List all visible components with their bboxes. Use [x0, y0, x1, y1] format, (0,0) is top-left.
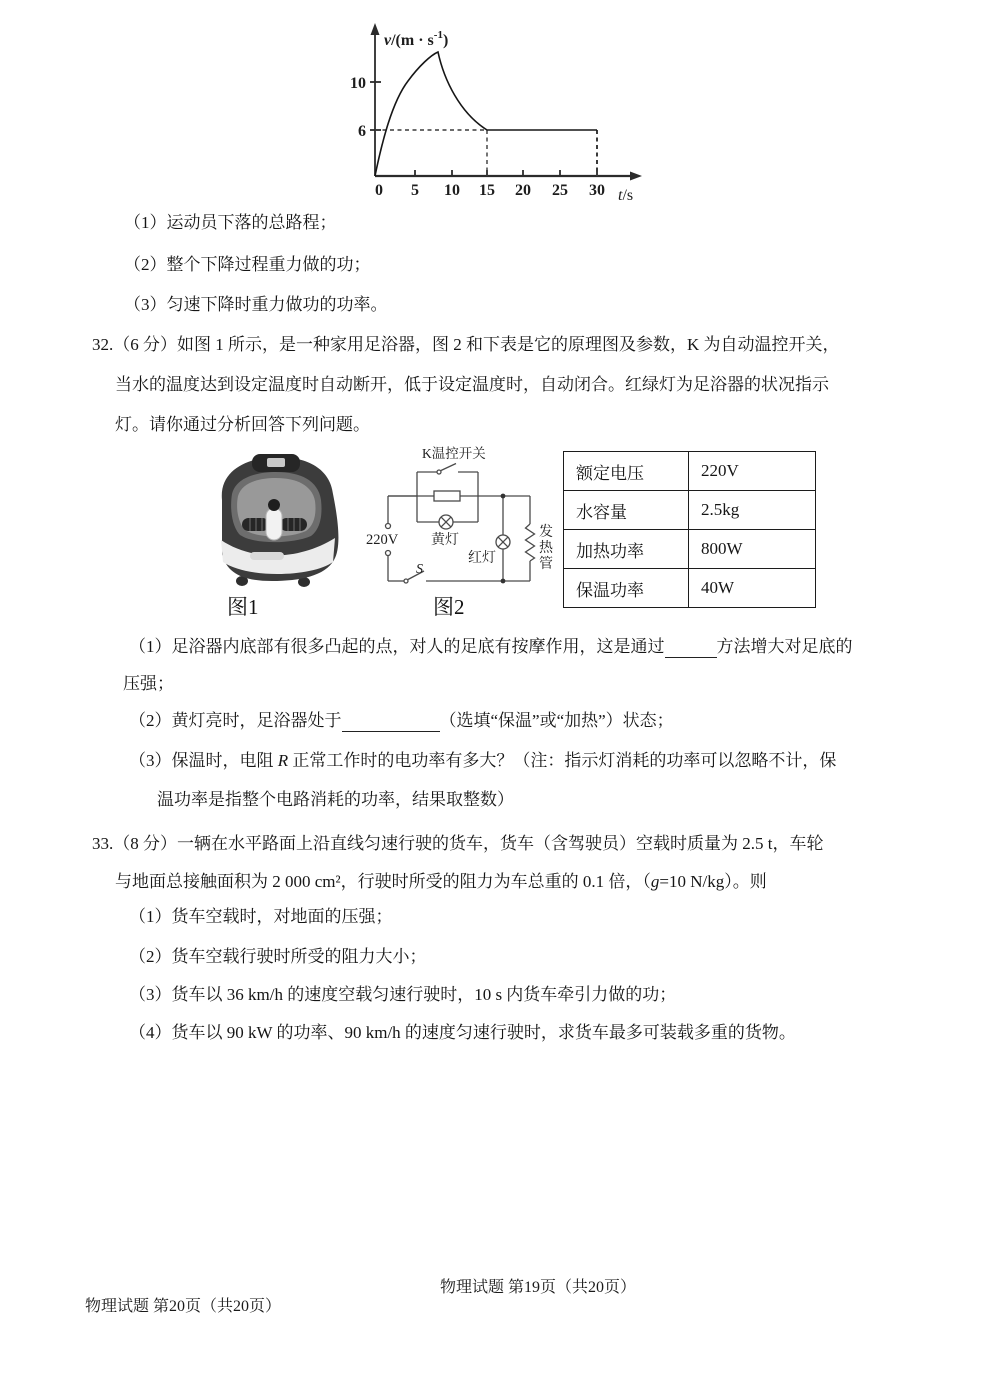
spec-value: 2.5kg: [689, 491, 816, 530]
q32-item-3-text: （3）保温时，电阻: [129, 751, 278, 770]
q31-item-1: （1）运动员下落的总路程；: [124, 213, 337, 232]
x-tick-label: 30: [589, 182, 605, 199]
spec-value: 220V: [689, 452, 816, 491]
q32-item-1: [129, 636, 853, 658]
q32-item-1-tail: 方法增大对足底的: [716, 637, 853, 656]
circuit-heater-label: 管: [539, 557, 553, 572]
q32-item-2-tail: （选填“保温”或“加热”）状态；: [439, 711, 674, 730]
velocity-time-graph: [328, 14, 648, 214]
q33-symbol-g: g: [650, 872, 660, 891]
circuit-heater-label: 热: [539, 541, 553, 556]
q32-item-1-cont: 压强；: [123, 674, 174, 693]
spec-label: 保温功率: [564, 569, 689, 608]
x-tick-label: 15: [479, 182, 495, 199]
heater-zigzag-icon: [526, 524, 535, 561]
q33-item-3: （3）货车以 36 km/h 的速度空载匀速行驶时，10 s 内货车牵引力做的功；: [129, 985, 677, 1004]
spec-table: [563, 451, 816, 608]
footbath-photo: [192, 448, 348, 588]
y-tick-label: 6: [358, 123, 366, 140]
y-tick-label: 10: [350, 75, 366, 92]
q32-item-1-text: （1）足浴器内底部有很多凸起的点，对人的足底有按摩作用，这是通过: [129, 637, 665, 656]
q33-item-1: （1）货车空载时，对地面的压强；: [129, 907, 393, 926]
q32-item-3: [129, 750, 836, 772]
y-axis-arrow-icon: [371, 23, 380, 35]
x-axis-arrow-icon: [630, 172, 642, 181]
q32-stem-line-1: 32.（6 分）如图 1 所示，是一种家用足浴器，图 2 和下表是它的原理图及参数，K 为自动温控开关，: [92, 335, 840, 354]
circuit-heater-label: 发: [539, 525, 553, 540]
table-row: [564, 491, 816, 530]
q32-item-2: [129, 710, 674, 732]
q32-item-3-symbol-R: R: [277, 751, 289, 770]
circuit-switch-s-label: S: [416, 562, 423, 577]
table-row: [564, 452, 816, 491]
switch-k-blade: [441, 464, 456, 471]
answer-blank: [665, 639, 717, 658]
q31-item-3: （3）匀速下降时重力做功的功率。: [124, 295, 388, 314]
x-tick-label: 5: [411, 182, 419, 199]
q33-stem-line-2: [115, 871, 767, 893]
terminal-icon: [386, 524, 391, 529]
circuit-yellow-lamp-label: 黄灯: [431, 533, 459, 548]
switch-k-pivot-icon: [437, 470, 441, 474]
table-row: [564, 569, 816, 608]
q32-item-2-text: （2）黄灯亮时，足浴器处于: [129, 711, 342, 730]
spec-label: 额定电压: [564, 452, 689, 491]
q32-stem-line-3: 灯。请你通过分析回答下列问题。: [115, 415, 370, 434]
fig1-caption: 图1: [227, 595, 259, 619]
circuit-k-label: K温控开关: [422, 446, 486, 461]
junction-dot: [501, 494, 506, 499]
spec-value: 40W: [689, 569, 816, 608]
junction-dot: [501, 579, 506, 584]
fig2-caption: 图2: [433, 595, 465, 619]
q32-stem-line-2: 当水的温度达到设定温度时自动断开，低于设定温度时，自动闭合。红绿灯为足浴器的状况指示: [115, 375, 829, 394]
x-tick-label: 20: [515, 182, 531, 199]
q31-item-2: （2）整个下降过程重力做的功；: [124, 255, 371, 274]
x-tick-label: 0: [375, 182, 383, 199]
velocity-curve: [375, 52, 597, 176]
spec-label: 加热功率: [564, 530, 689, 569]
page-footer-19: 物理试题 第19页（共20页）: [440, 1279, 637, 1296]
q32-item-3-tail: 正常工作时的电功率有多大？（注：指示灯消耗的功率可以忽略不计，保: [288, 751, 837, 770]
spec-label: 水容量: [564, 491, 689, 530]
q33-stem-line-2-tail: =10 N/kg）。则: [659, 872, 767, 891]
resistor-icon: [434, 491, 460, 501]
page-footer-20: 物理试题 第20页（共20页）: [85, 1298, 282, 1315]
circuit-voltage-label: 220V: [366, 532, 399, 548]
x-tick-label: 10: [444, 182, 460, 199]
q33-stem-line-1: 33.（8 分）一辆在水平路面上沿直线匀速行驶的货车，货车（含驾驶员）空载时质量为 2.5 t，车轮: [92, 834, 824, 853]
answer-blank: [342, 713, 440, 732]
q33-stem-line-2-text: 与地面总接触面积为 2 000 cm²，行驶时所受的阻力为车总重的 0.1 倍，（: [115, 872, 651, 891]
graph-x-label: t/s: [618, 187, 634, 204]
table-row: [564, 530, 816, 569]
spec-value: 800W: [689, 530, 816, 569]
terminal-icon: [386, 551, 391, 556]
circuit-red-lamp-label: 红灯: [468, 551, 496, 566]
q33-item-2: （2）货车空载行驶时所受的阻力大小；: [129, 947, 427, 966]
q33-item-4: （4）货车以 90 kW 的功率、90 km/h 的速度匀速行驶时，求货车最多可装载多重的货物。: [129, 1023, 796, 1042]
q32-item-3-cont: 温功率是指整个电路消耗的功率，结果取整数）: [157, 790, 514, 809]
x-tick-label: 25: [552, 182, 568, 199]
circuit-diagram: [360, 440, 565, 605]
switch-s-pivot-icon: [404, 579, 408, 583]
graph-y-label: $v/(m \cdot s^{-1})$: [384, 29, 449, 49]
